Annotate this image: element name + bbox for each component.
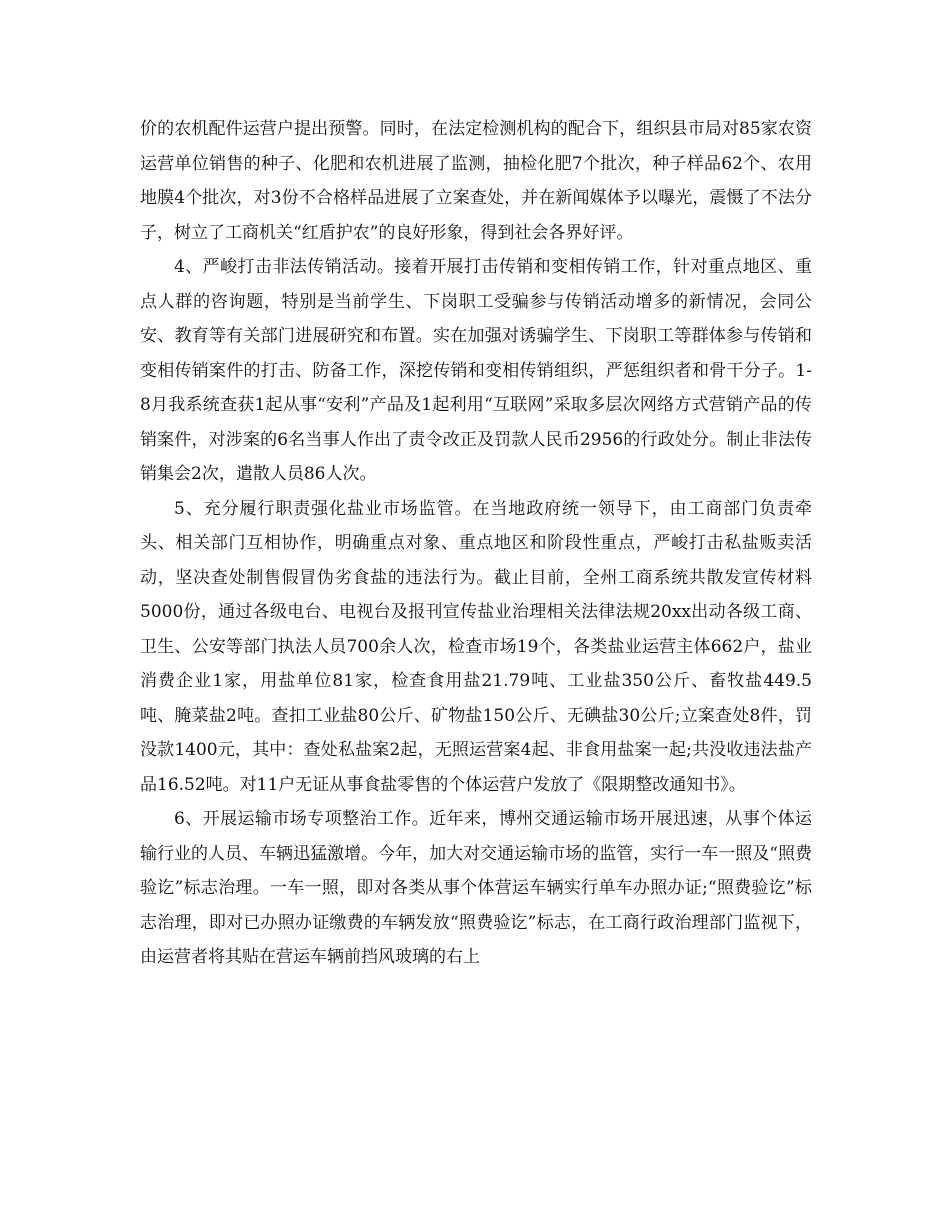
paragraph-continuation: 价的农机配件运营户提出预警。同时，在法定检测机构的配合下，组织县市局对85家农资运营单位销售的种子、化肥和农机进展了监测，抽检化肥7个批次，种子样品62个、农用地膜4个批次，对3份不合格样品进展了立案查处，并在新闻媒体予以曝光，震慑了不法分子，树立了工商机关“红盾护农”的良好形象，得到社会各界好评。	[140, 119, 812, 243]
paragraph-item-4: 4、严峻打击非法传销活动。接着开展打击传销和变相传销工作，针对重点地区、重点人群的咨询题，特别是当前学生、下岗职工受骗参与传销活动增多的新情况，会同公安、教育等有关部门进展研究和布置。实在加强对诱骗学生、下岗职工等群体参与传销和变相传销案件的打击、防备工作，深挖传销和变相传销组织，严惩组织者和骨干分子。1-8月我系统查获1起从事“安利”产品及1起利用“互联网”采取多层次网络方式营销产品的传销案件，对涉案的6名当事人作出了责令改正及罚款人民币2956的行政处分。制止非法传销集会2次，遣散人员86人次。	[140, 257, 812, 484]
paragraph-item-6: 6、开展运输市场专项整治工作。近年来，博州交通运输市场开展迅速，从事个体运输行业的人员、车辆迅猛激增。今年，加大对交通运输市场的监管，实行一车一照及“照费验讫”标志治理。一车一照，即对各类从事个体营运车辆实行单车办照办证;“照费验讫”标志治理，即对已办照办证缴费的车辆发放“照费验讫”标志，在工商行政治理部门监视下，由运营者将其贴在营运车辆前挡风玻璃的右上	[140, 809, 812, 967]
document-body	[140, 112, 812, 975]
paragraph-item-5: 5、充分履行职责强化盐业市场监管。在当地政府统一领导下，由工商部门负责牵头、相关部门互相协作，明确重点对象、重点地区和阶段性重点，严峻打击私盐贩卖活动，坚决查处制售假冒伪劣食盐的违法行为。截止目前，全州工商系统共散发宣传材料5000份，通过各级电台、电视台及报刊宣传盐业治理相关法律法规20xx出动各级工商、卫生、公安等部门执法人员700余人次，检查市场19个，各类盐业运营主体662户，盐业消费企业1家，用盐单位81家，检查食用盐21.79吨、工业盐350公斤、畜牧盐449.5吨、腌菜盐2吨。查扣工业盐80公斤、矿物盐150公斤、无碘盐30公斤;立案查处8件，罚没款1400元，其中：查处私盐案2起，无照运营案4起、非食用盐案一起;共没收违法盐产品16.52吨。对11户无证从事食盐零售的个体运营户发放了《限期整改通知书》。	[140, 498, 812, 795]
